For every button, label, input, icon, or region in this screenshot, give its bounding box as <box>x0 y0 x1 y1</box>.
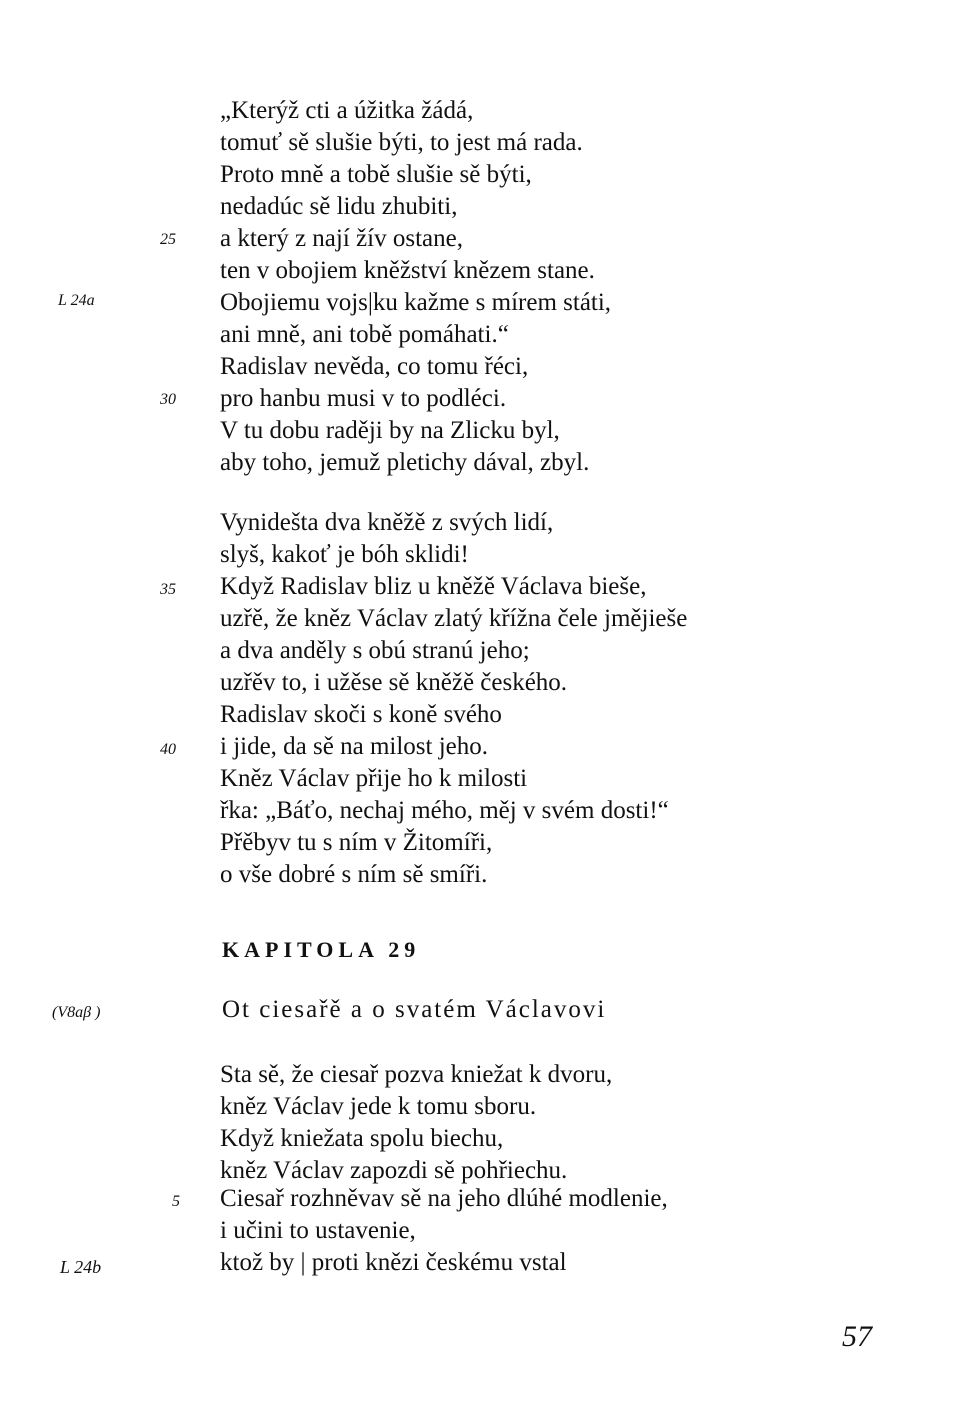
verse-line: „Kterýž cti a úžitka žádá, <box>220 97 474 124</box>
verse-line: ktož by | proti knězi českému vstal <box>220 1249 567 1276</box>
page-number: 57 <box>842 1320 872 1353</box>
manuscript-reference: (V8aβ ) <box>52 1004 101 1021</box>
verse-line: nedadúc sě lidu zhubiti, <box>220 193 458 220</box>
verse-line: řka: „Báťo, nechaj mého, měj v svém dosti!“ <box>220 797 669 824</box>
verse-line: i učini to ustavenie, <box>220 1217 416 1244</box>
verse-line: slyš, kakoť je bóh sklidi! <box>220 541 469 568</box>
verse-line: aby toho, jemuž pletichy dával, zbyl. <box>220 449 590 476</box>
line-number: 35 <box>160 581 176 598</box>
verse-line: Radislav nevěda, co tomu řéci, <box>220 353 529 380</box>
verse-line: V tu dobu raději by na Zlicku byl, <box>220 417 560 444</box>
verse-line: Sta sě, že ciesař pozva kniežat k dvoru, <box>220 1061 613 1088</box>
folio-reference: L 24b <box>60 1257 102 1277</box>
verse-line: o vše dobré s ním sě smíři. <box>220 861 488 888</box>
verse-line: uzřěv to, i užěse sě kněžě českého. <box>220 669 568 696</box>
verse-line: uzřě, že kněz Václav zlatý křížna čele jmějieše <box>220 605 688 632</box>
folio-reference: L 24a <box>58 292 95 309</box>
verse-line: Kněz Václav přije ho k milosti <box>220 765 528 792</box>
verse-line: a který z nají žív ostane, <box>220 225 463 252</box>
verse-line: ani mně, ani tobě pomáhati.“ <box>220 321 509 348</box>
verse-line: kněz Václav zapozdi sě pohřiechu. <box>220 1157 568 1184</box>
verse-line: Vynidešta dva kněžě z svých lidí, <box>220 509 554 536</box>
line-number: 30 <box>160 391 176 408</box>
verse-line: Když kniežata spolu biechu, <box>220 1125 504 1152</box>
verse-line: ten v obojiem kněžství knězem stane. <box>220 257 595 284</box>
line-number: 25 <box>160 231 176 248</box>
verse-line: pro hanbu musi v to podléci. <box>220 385 507 412</box>
verse-line: kněz Václav jede k tomu sboru. <box>220 1093 537 1120</box>
verse-line: Když Radislav bliz u kněžě Václava bieše, <box>220 573 647 600</box>
verse-line: Přěbyv tu s ním v Žitomíři, <box>220 829 493 856</box>
verse-line: tomuť sě slušie býti, to jest má rada. <box>220 129 583 156</box>
verse-line: Ciesař rozhněvav sě na jeho dlúhé modlenie, <box>220 1185 668 1212</box>
verse-line: a dva anděly s obú stranú jeho; <box>220 637 530 664</box>
verse-line: Obojiemu vojs|ku kažme s mírem státi, <box>220 289 612 316</box>
verse-line: Proto mně a tobě slušie sě býti, <box>220 161 532 188</box>
verse-line: Radislav skoči s koně svého <box>220 701 502 728</box>
line-number: 40 <box>160 741 176 758</box>
chapter-subtitle: Ot ciesařě a o svatém Václavovi <box>222 996 607 1023</box>
line-number: 5 <box>172 1193 180 1210</box>
verse-line: i jide, da sě na milost jeho. <box>220 733 489 760</box>
chapter-heading: KAPITOLA 29 <box>222 937 421 962</box>
